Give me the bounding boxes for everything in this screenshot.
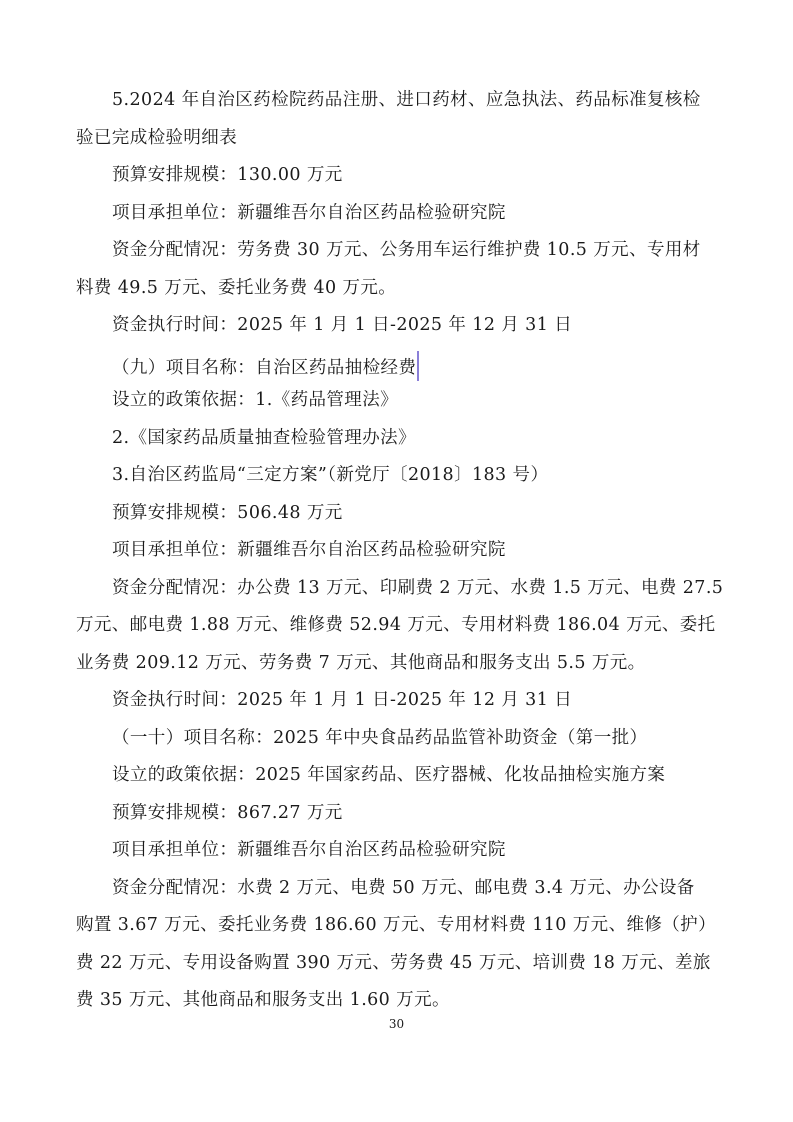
text-line: 5.2024 年自治区药检院药品注册、进口药材、应急执法、药品标准复核检 — [112, 90, 701, 110]
text-line: 资金分配情况：水费 2 万元、电费 50 万元、邮电费 3.4 万元、办公设备 — [112, 878, 695, 898]
text-line: 2.《国家药品质量抽查检验管理办法》 — [112, 428, 416, 448]
section-heading: （一十）项目名称：2025 年中央食品药品监管补助资金（第一批） — [112, 728, 648, 748]
text-line: 费 35 万元、其他商品和服务支出 1.60 万元。 — [76, 990, 450, 1010]
text-line: 资金分配情况：劳务费 30 万元、公务用车运行维护费 10.5 万元、专用材 — [112, 240, 701, 260]
text-line: 资金分配情况：办公费 13 万元、印刷费 2 万元、水费 1.5 万元、电费 27.5 — [112, 578, 724, 598]
text-line: 设立的政策依据：1.《药品管理法》 — [112, 390, 398, 410]
section-heading — [112, 351, 793, 381]
text-line: 万元、邮电费 1.88 万元、维修费 52.94 万元、专用材料费 186.04 万元、委托 — [76, 615, 716, 635]
text-cursor — [417, 351, 419, 381]
text-line: 资金执行时间：2025 年 1 月 1 日-2025 年 12 月 31 日 — [112, 315, 573, 335]
text-line: 资金执行时间：2025 年 1 月 1 日-2025 年 12 月 31 日 — [112, 690, 573, 710]
text-line: 预算安排规模：130.00 万元 — [112, 165, 343, 185]
text-line: 业务费 209.12 万元、劳务费 7 万元、其他商品和服务支出 5.5 万元。 — [76, 653, 646, 673]
text-line: 费 22 万元、专用设备购置 390 万元、劳务费 45 万元、培训费 18 万元、差旅 — [76, 953, 711, 973]
text-line: 预算安排规模：867.27 万元 — [112, 803, 343, 823]
text-line: 项目承担单位：新疆维吾尔自治区药品检验研究院 — [112, 203, 506, 223]
text-line: 验已完成检验明细表 — [76, 128, 238, 148]
text-line: 3.自治区药监局“三定方案”（新党厅〔2018〕183 号） — [112, 465, 549, 485]
text-line: 设立的政策依据：2025 年国家药品、医疗器械、化妆品抽检实施方案 — [112, 765, 666, 785]
section-heading-text: （九）项目名称：自治区药品抽检经费 — [112, 358, 417, 378]
text-line: 料费 49.5 万元、委托业务费 40 万元。 — [76, 278, 397, 298]
text-line: 项目承担单位：新疆维吾尔自治区药品检验研究院 — [112, 540, 506, 560]
text-line: 购置 3.67 万元、委托业务费 186.60 万元、专用材料费 110 万元、维修（护） — [76, 915, 716, 935]
text-line: 项目承担单位：新疆维吾尔自治区药品检验研究院 — [112, 840, 506, 860]
text-line: 预算安排规模：506.48 万元 — [112, 503, 343, 523]
page-number: 30 — [388, 1017, 405, 1031]
